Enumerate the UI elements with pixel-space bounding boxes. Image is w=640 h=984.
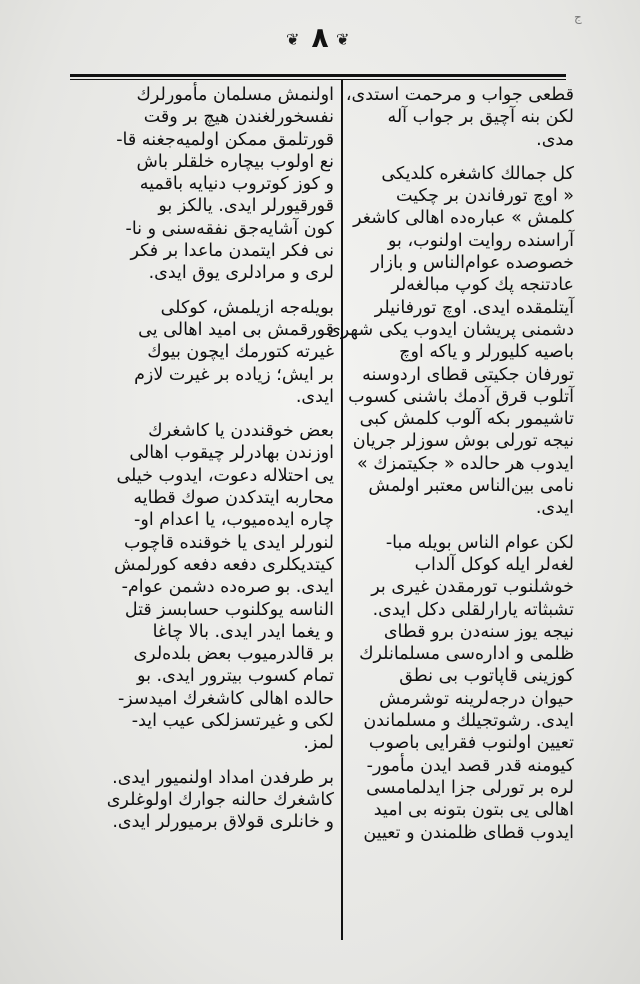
text-line: قورقمش بی امید اهالی یی bbox=[138, 319, 334, 340]
text-line: خوشلنوب تورمقدن غیری بر bbox=[371, 577, 574, 598]
text-line: اهالی یی بتون بتونه بی امید bbox=[373, 800, 574, 821]
page-number: ٨ bbox=[311, 21, 329, 54]
paragraph bbox=[72, 297, 334, 408]
paragraph-gap bbox=[352, 520, 574, 532]
header-rule bbox=[70, 74, 566, 77]
text-line: حالده اهالی کاشغرك امیدسز- bbox=[117, 688, 334, 709]
paragraph-gap bbox=[72, 285, 334, 297]
text-line: ایدوب قطای ظلمندن و تعیین bbox=[363, 822, 574, 843]
text-line: نامی بین‌الناس معتبر اولمش bbox=[368, 476, 574, 497]
text-line: لغه‌لر ایله کوکل آلداب bbox=[414, 554, 574, 575]
text-line: نیجه تورلی بوش سوزلر جریان bbox=[352, 431, 574, 452]
text-line: و کوز کوتروب دنیایه باقمیه bbox=[139, 174, 334, 195]
text-line: محاربه ایتدکدن صوك قطایه bbox=[133, 488, 334, 509]
text-line: تمام کسوب بیترور ایدی. بو bbox=[137, 666, 334, 687]
text-line: چاره ایده‌میوب، یا اعدام او- bbox=[134, 510, 334, 531]
paragraph bbox=[345, 84, 574, 151]
paragraph bbox=[72, 420, 334, 754]
text-line: کل جمالك كاشغره کلدیکی bbox=[381, 163, 574, 184]
text-line: غیرته کتورمك ایچون بیوك bbox=[147, 342, 334, 363]
text-line: تورفان جکیتی قطای اردوسنه bbox=[362, 364, 574, 385]
text-line: نیجه یوز سنه‌دن برو قطای bbox=[383, 621, 574, 642]
text-line: الناسه یوکلنوب حسابسز قتل bbox=[124, 599, 334, 620]
text-line: حیوان درجه‌لرینه توشرمش bbox=[379, 688, 574, 709]
right-column bbox=[327, 84, 574, 844]
text-line: ظلمی و اداره‌سی مسلمانلرك bbox=[359, 644, 574, 665]
text-line: بویله‌جه ازیلمش، کوکلی bbox=[160, 297, 334, 318]
text-line: و یغما ایدر ایدی. بالا چاغا bbox=[152, 621, 334, 642]
text-line: خصوصده عوام‌الناس و بازار bbox=[371, 253, 574, 274]
text-line: اولنمش مسلمان مأمورلرك bbox=[136, 85, 334, 105]
text-line: بر قالدرمیوب بعض بلده‌لری bbox=[133, 644, 334, 665]
text-line: لره بر تورلی جزا ایدلمامسی bbox=[366, 777, 574, 798]
text-line: نی فکر ایتمدن ماعدا بر فکر bbox=[130, 241, 334, 262]
text-line: لنورلر ایدی یا خوقنده قاچوب bbox=[123, 532, 334, 553]
column-divider bbox=[341, 80, 343, 940]
text-line: ایدی. بو صره‌ده دشمن عوام- bbox=[121, 577, 334, 598]
paragraph bbox=[327, 163, 574, 520]
paragraph-gap bbox=[72, 755, 334, 767]
text-line: تاشیمور بکه آلوب کلمش کبی bbox=[359, 409, 574, 430]
text-line: کاشغرك حالنه جوارك اولوغلری bbox=[106, 789, 334, 810]
ornament-left-icon: ❦ bbox=[286, 30, 300, 49]
text-line: آراسنده روایت اولنوب، بو bbox=[388, 230, 574, 251]
text-line: تشبثاته یارارلقلی دکل ایدی. bbox=[372, 599, 574, 620]
text-line: نع اولوب بیچاره خلقلر باش bbox=[136, 151, 334, 172]
text-line: قطعی جواب و مرحمت استدی، bbox=[345, 85, 574, 105]
text-line: تعیین اولنوب فقرایی باصوب bbox=[368, 733, 574, 754]
corner-mark: ج bbox=[574, 10, 582, 24]
text-line: و خانلری قولاق برمیورلر ایدی. bbox=[112, 812, 334, 833]
text-line: یی احتلاله دعوت، ایدوب خیلی bbox=[116, 465, 334, 486]
text-line: آتلوب قرق آدمك باشنی کسوب bbox=[348, 386, 574, 407]
paragraph bbox=[72, 767, 334, 834]
text-line: اوزندن بهادرلر چیقوب اهالی bbox=[129, 443, 334, 464]
paragraph-gap bbox=[72, 408, 334, 420]
left-column bbox=[72, 84, 334, 834]
text-line: کوزینی قاپاتوب بی نطق bbox=[399, 666, 574, 687]
text-line: ایدی. رشوتجیلك و مسلماندن bbox=[363, 711, 574, 732]
text-line: ایدی. bbox=[295, 386, 334, 407]
text-line: لری و مرادلری یوق ایدی. bbox=[148, 263, 334, 284]
text-line: عادتنجه پك کوپ مبالغه‌لر bbox=[391, 275, 574, 296]
text-line: لکی و غیرتسزلکی عیب اید- bbox=[131, 711, 334, 732]
text-line: « اوچ تورفاندن بر چکیت bbox=[395, 186, 574, 207]
text-line: لکن عوام الناس بویله مبا- bbox=[385, 532, 574, 553]
text-line: نفسخورلغندن هیچ بر وقت bbox=[143, 107, 334, 128]
text-line: باصیه کلیورلر و یاکه اوچ bbox=[399, 342, 574, 363]
text-line: بر ایش؛ زیاده بر غیرت لازم bbox=[134, 364, 334, 385]
text-line: لمز. bbox=[303, 733, 334, 754]
text-line: کیتدیکلری دفعه دفعه کورلمش bbox=[114, 554, 334, 575]
text-line: کلمش » عباره‌ده اهالی کاشغر bbox=[353, 208, 574, 229]
text-line: ایدی. bbox=[535, 498, 574, 519]
text-line: ایدوب هر حالده « جکیتمزك » bbox=[356, 453, 574, 474]
ornament-right-icon: ❦ bbox=[336, 30, 350, 49]
paragraph bbox=[352, 532, 574, 844]
text-line: دشمنی پریشان ایدوب یکی شهری bbox=[327, 319, 574, 340]
paragraph bbox=[72, 84, 334, 285]
text-line: قورقیورلر ایدی. یالکز بو bbox=[158, 196, 334, 217]
text-line: مدی. bbox=[536, 129, 574, 150]
text-line: بر طرفدن امداد اولنمیور ایدی. bbox=[112, 767, 334, 788]
text-line: لکن بنه آچیق بر جواب آله bbox=[387, 107, 574, 128]
text-line: بعض خوقنددن یا کاشغرك bbox=[148, 421, 334, 442]
text-line: کیومنه قدر قصد ایدن مأمور- bbox=[366, 755, 574, 776]
text-line: کون آشایه‌جق نفقه‌سنی و نا- bbox=[125, 218, 334, 239]
text-line: آیتلمقده ایدی. اوچ تورفانیلر bbox=[374, 297, 574, 318]
header-rule-thin bbox=[70, 79, 566, 80]
text-line: قورتلمق ممکن اولمیه‌جغنه قا- bbox=[116, 129, 334, 150]
paragraph-gap bbox=[352, 151, 574, 163]
